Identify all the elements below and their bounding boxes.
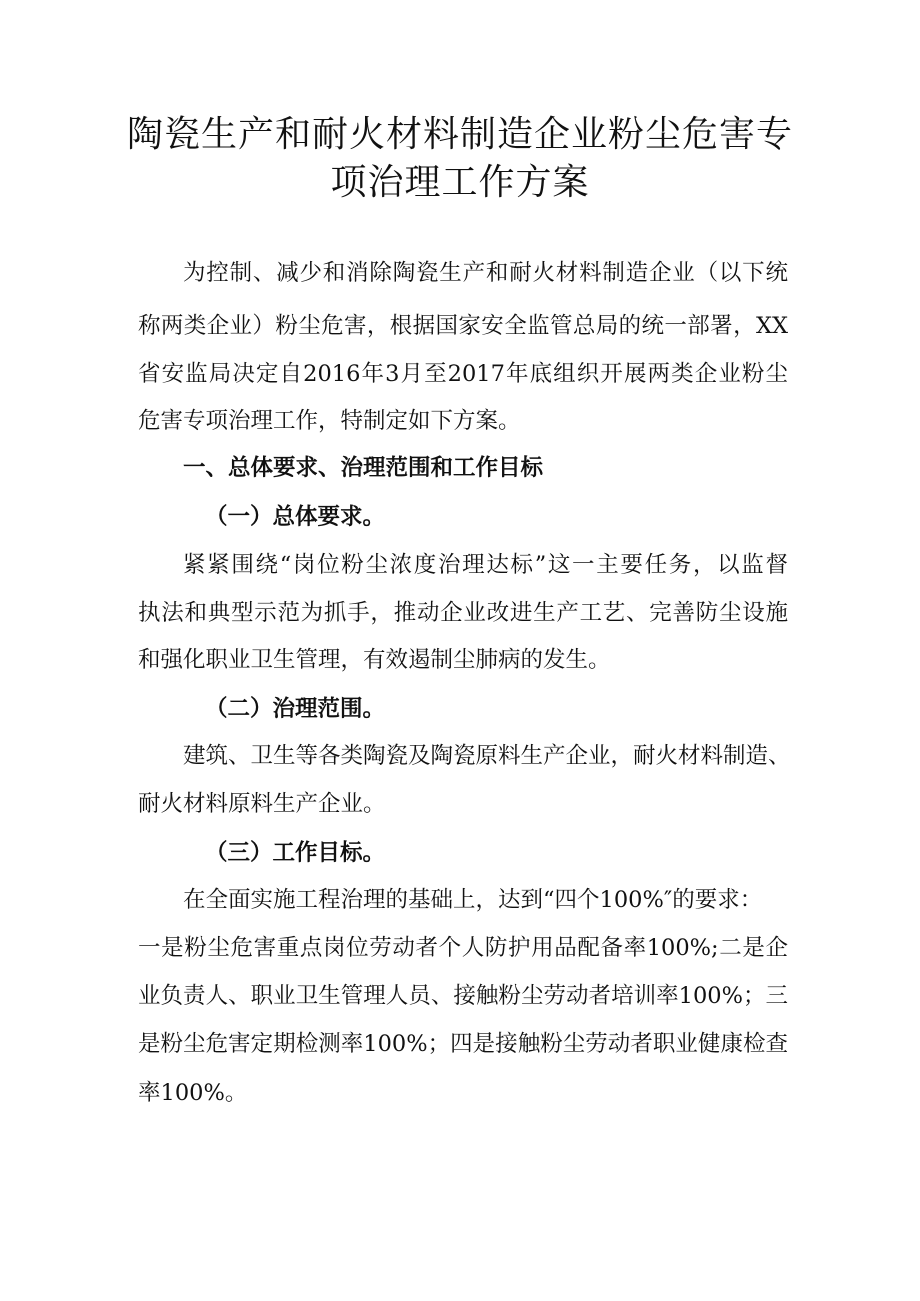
document-title-line-1: 陶瓷生产和耐火材料制造企业粉尘危害专 xyxy=(126,114,793,155)
sub3-line-4: 是粉尘危害定期检测率100%；四是接触粉尘劳动者职业健康检查 xyxy=(138,1031,788,1057)
intro-line-1: 为控制、减少和消除陶瓷生产和耐火材料制造企业（以下统 xyxy=(183,260,788,286)
sub2-line-1: 建筑、卫生等各类陶瓷及陶瓷原料生产企业，耐火材料制造、 xyxy=(183,743,791,769)
subsection-1-heading: （一）总体要求。 xyxy=(205,504,386,530)
sub2-line-2: 耐火材料原料生产企业。 xyxy=(138,791,386,817)
sub3-line-3: 业负责人、职业卫生管理人员、接触粉尘劳动者培训率100%；三 xyxy=(138,983,788,1009)
sub3-line-2: 一是粉尘危害重点岗位劳动者个人防护用品配备率100%;二是企 xyxy=(138,935,788,961)
intro-line-3: 省安监局决定自2016年3月至2017年底组织开展两类企业粉尘 xyxy=(138,361,788,387)
sub1-line-3: 和强化职业卫生管理，有效遏制尘肺病的发生。 xyxy=(138,647,611,673)
sub1-line-1: 紧紧围绕“岗位粉尘浓度治理达标”这一主要任务，以监督 xyxy=(183,552,788,578)
document-title-line-2: 项治理工作方案 xyxy=(330,162,590,203)
intro-line-2: 称两类企业）粉尘危害，根据国家安全监管总局的统一部署，XX xyxy=(138,313,788,339)
sub3-line-5: 率100%。 xyxy=(138,1080,248,1106)
subsection-2-heading: （二）治理范围。 xyxy=(205,696,386,722)
intro-line-4: 危害专项治理工作，特制定如下方案。 xyxy=(138,408,521,434)
section-1-heading: 一、总体要求、治理范围和工作目标 xyxy=(183,455,544,481)
subsection-3-heading: （三）工作目标。 xyxy=(205,840,386,866)
sub3-line-1: 在全面实施工程治理的基础上，达到“四个100%″的要求： xyxy=(183,887,763,913)
sub1-line-2: 执法和典型示范为抓手，推动企业改进生产工艺、完善防尘设施 xyxy=(138,600,788,626)
